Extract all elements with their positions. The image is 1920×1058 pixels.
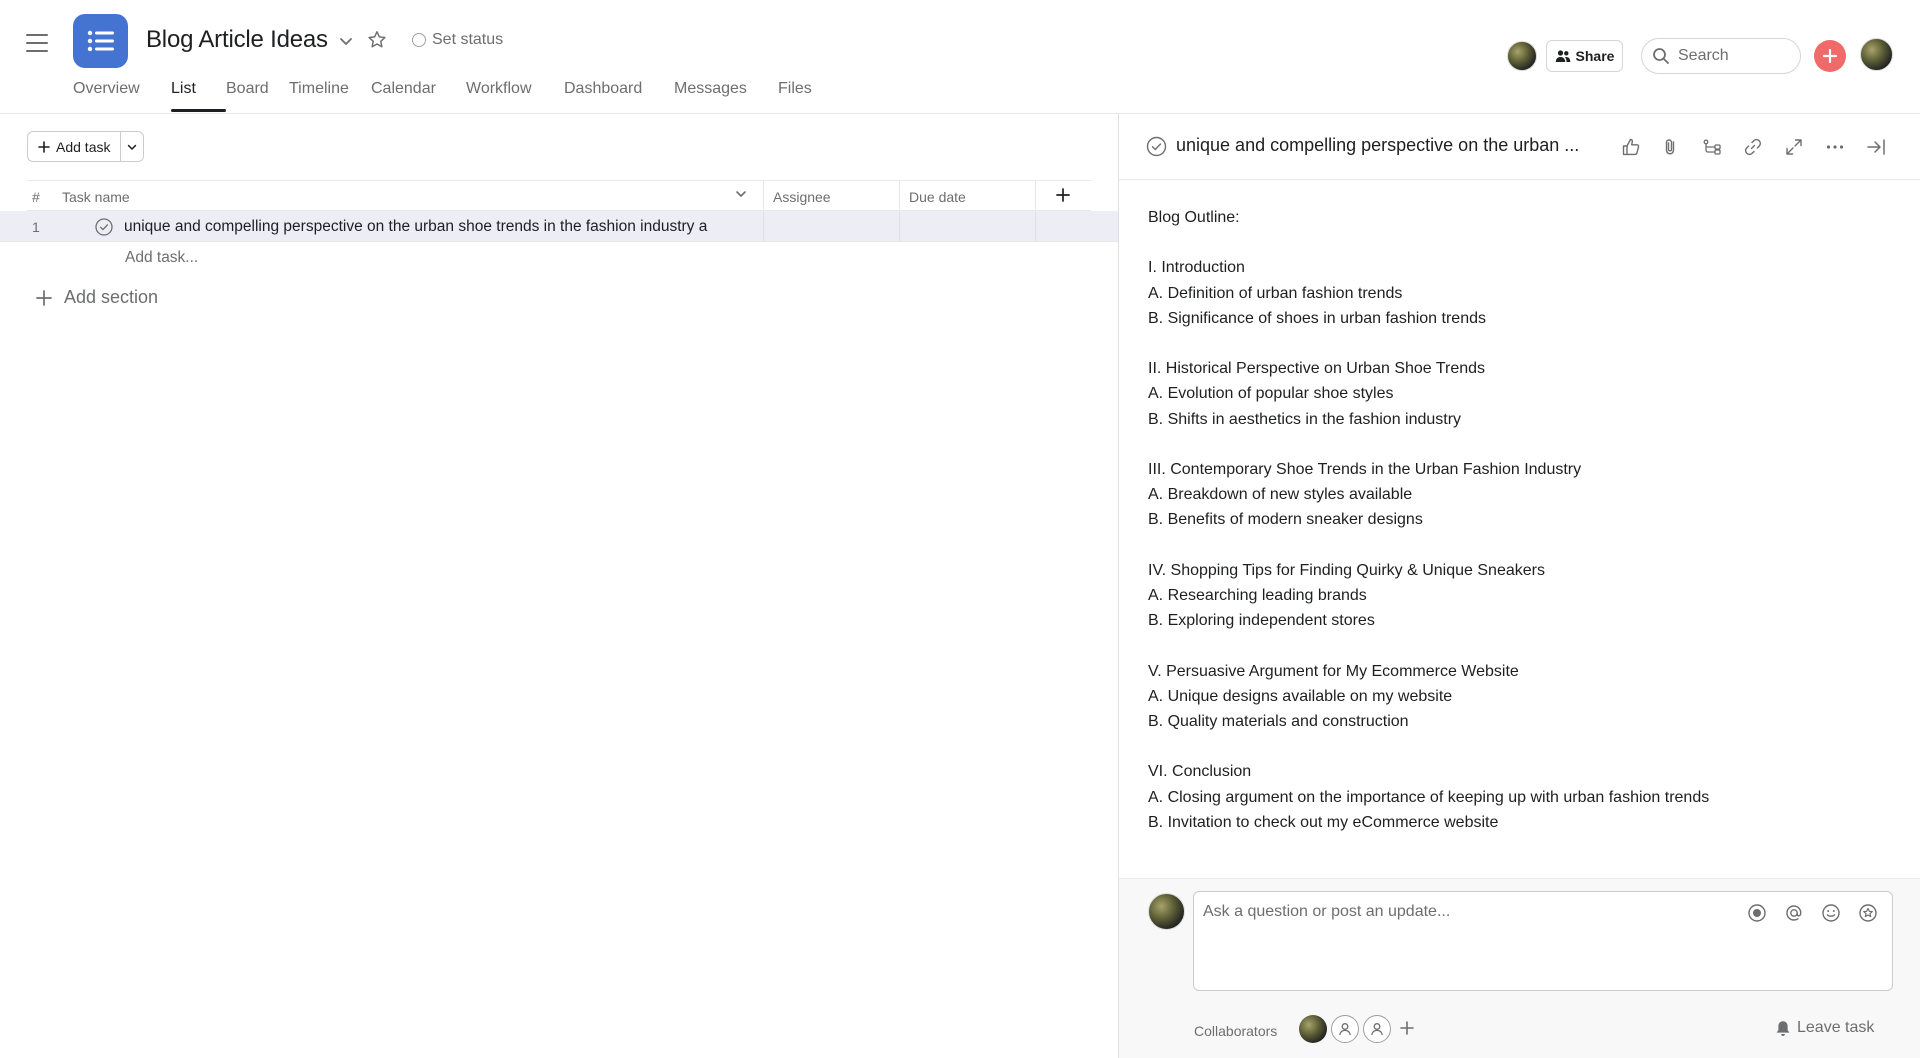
column-number: #	[32, 189, 40, 205]
task-list-panel	[0, 114, 1118, 1058]
tab-dashboard[interactable]: Dashboard	[564, 80, 643, 97]
description-line: A. Definition of urban fashion trends	[1148, 284, 1403, 302]
subtask-icon[interactable]	[1701, 136, 1723, 158]
column-due-date[interactable]: Due date	[909, 189, 966, 205]
menu-icon[interactable]	[26, 34, 48, 52]
record-icon[interactable]	[1746, 902, 1768, 924]
column-divider	[899, 181, 900, 211]
detail-toolbar	[1119, 114, 1920, 180]
add-section-label: Add section	[64, 287, 159, 307]
add-task-group	[27, 131, 144, 162]
check-circle-icon[interactable]	[1146, 136, 1167, 157]
link-icon[interactable]	[1742, 136, 1764, 158]
project-title[interactable]: Blog Article Ideas	[146, 26, 328, 53]
add-collaborator-icon[interactable]	[1396, 1017, 1418, 1039]
person-icon	[1369, 1021, 1385, 1037]
collaborator-avatar[interactable]	[1363, 1015, 1391, 1043]
description-line: V. Persuasive Argument for My Ecommerce Website	[1148, 662, 1519, 680]
column-assignee[interactable]: Assignee	[773, 189, 831, 205]
description-line	[1148, 633, 1709, 658]
description-line	[1148, 734, 1709, 759]
description-line: Blog Outline:	[1148, 209, 1240, 226]
check-circle-icon[interactable]	[95, 218, 113, 236]
description-line: B. Shifts in aesthetics in the fashion industry	[1148, 410, 1462, 428]
chevron-down-icon	[126, 141, 138, 153]
tab-overview[interactable]: Overview	[73, 80, 140, 97]
member-avatar[interactable]	[1507, 41, 1537, 71]
column-header-row	[27, 180, 1091, 211]
collaborator-avatar[interactable]	[1331, 1015, 1359, 1043]
plus-icon	[1823, 49, 1837, 63]
description-line	[1148, 432, 1709, 457]
plus-icon	[36, 290, 52, 306]
add-task-dropdown[interactable]	[121, 132, 143, 161]
search-box[interactable]	[1641, 38, 1801, 74]
comment-input[interactable]	[1203, 903, 1723, 921]
column-divider	[763, 181, 764, 211]
description-line	[1148, 230, 1709, 255]
comment-box[interactable]	[1193, 891, 1893, 991]
description-line: B. Exploring independent stores	[1148, 612, 1375, 630]
user-avatar[interactable]	[1860, 38, 1893, 71]
description-line: A. Breakdown of new styles available	[1148, 486, 1413, 504]
expand-icon[interactable]	[1783, 136, 1805, 158]
tab-files[interactable]: Files	[778, 80, 812, 97]
table-row[interactable]	[0, 211, 1118, 242]
people-icon	[1555, 49, 1571, 63]
add-task-inline[interactable]: Add task...	[125, 249, 199, 266]
description-line	[1148, 331, 1709, 356]
description-line: II. Historical Perspective on Urban Shoe Trends	[1148, 360, 1486, 378]
plus-icon	[38, 141, 50, 153]
description-line: A. Evolution of popular shoe styles	[1148, 385, 1394, 403]
thumbs-up-icon[interactable]	[1620, 136, 1642, 158]
chevron-down-icon[interactable]	[734, 187, 748, 204]
set-status-button[interactable]	[412, 31, 503, 49]
status-circle-icon	[412, 33, 426, 47]
cell-divider	[1035, 211, 1036, 242]
column-divider	[1035, 181, 1036, 211]
description-line: A. Researching leading brands	[1148, 586, 1367, 604]
mention-icon[interactable]	[1783, 902, 1805, 924]
star-icon[interactable]	[366, 29, 388, 51]
description-line: A. Closing argument on the importance of keeping up with urban fashion trends	[1148, 788, 1710, 806]
add-task-button[interactable]	[28, 132, 121, 161]
comment-composer	[1119, 878, 1920, 1058]
column-task-name[interactable]: Task name	[62, 189, 130, 205]
search-input[interactable]	[1678, 47, 1788, 65]
task-detail-pane	[1118, 114, 1920, 1058]
emoji-icon[interactable]	[1820, 902, 1842, 924]
add-column-icon[interactable]	[1056, 188, 1070, 205]
top-bar	[0, 0, 1920, 114]
create-new-button[interactable]	[1814, 40, 1846, 72]
search-icon	[1652, 47, 1670, 65]
person-icon	[1337, 1021, 1353, 1037]
tab-calendar[interactable]: Calendar	[371, 80, 436, 97]
description-line: I. Introduction	[1148, 259, 1245, 277]
tab-list[interactable]: List	[171, 80, 226, 114]
bell-icon	[1775, 1020, 1791, 1037]
description-line: B. Invitation to check out my eCommerce website	[1148, 813, 1499, 831]
paperclip-icon[interactable]	[1660, 136, 1682, 158]
leave-task-label: Leave task	[1797, 1019, 1875, 1036]
cell-divider	[763, 211, 764, 242]
project-tabs	[73, 80, 828, 114]
tab-workflow[interactable]: Workflow	[466, 80, 532, 97]
detail-task-title[interactable]: unique and compelling perspective on the urban ...	[1176, 135, 1580, 155]
add-section-button[interactable]	[36, 287, 158, 308]
more-options-icon[interactable]	[1824, 136, 1846, 158]
close-pane-icon[interactable]	[1865, 136, 1887, 158]
description-line: A. Unique designs available on my website	[1148, 687, 1453, 705]
cell-divider	[899, 211, 900, 242]
description-line: IV. Shopping Tips for Finding Quirky & Unique Sneakers	[1148, 561, 1545, 579]
description-line: B. Significance of shoes in urban fashion trends	[1148, 309, 1486, 327]
task-name[interactable]: unique and compelling perspective on the urban shoe trends in the fashion industry a	[124, 218, 708, 235]
project-list-icon[interactable]	[73, 14, 128, 68]
chevron-down-icon[interactable]	[337, 32, 355, 50]
task-description[interactable]	[1148, 205, 1709, 835]
task-row-number: 1	[32, 219, 40, 235]
share-button[interactable]	[1546, 40, 1623, 72]
avatar	[1148, 893, 1185, 930]
tab-board[interactable]: Board	[226, 80, 269, 97]
description-line: III. Contemporary Shoe Trends in the Urban Fashion Industry	[1148, 460, 1582, 478]
collaborators-label: Collaborators	[1194, 1023, 1278, 1039]
collaborator-avatar[interactable]	[1299, 1015, 1327, 1043]
star-badge-icon[interactable]	[1857, 902, 1879, 924]
tab-messages[interactable]: Messages	[674, 80, 747, 97]
add-task-label: Add task	[56, 138, 111, 155]
description-line: B. Quality materials and construction	[1148, 712, 1409, 730]
description-line: B. Benefits of modern sneaker designs	[1148, 511, 1423, 529]
description-line: VI. Conclusion	[1148, 763, 1252, 781]
share-label: Share	[1575, 48, 1615, 64]
description-line	[1148, 533, 1709, 558]
leave-task-button[interactable]	[1775, 1019, 1874, 1037]
tab-timeline[interactable]: Timeline	[289, 80, 349, 97]
set-status-label: Set status	[432, 31, 504, 48]
